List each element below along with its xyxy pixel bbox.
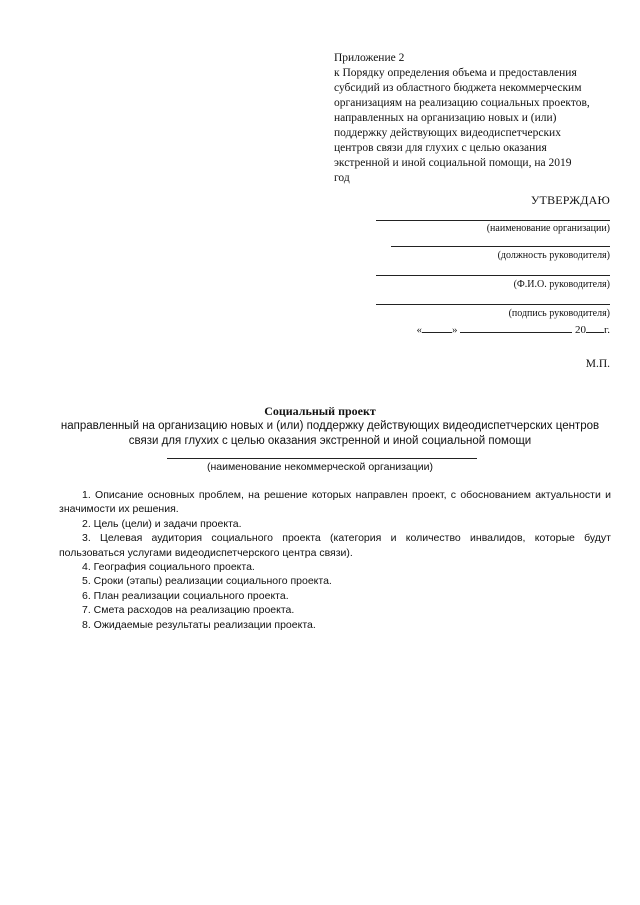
- appendix-line: направленных на организацию новых и (или): [334, 112, 557, 124]
- appendix-header: [334, 51, 624, 186]
- nonprofit-name-caption: (наименование некоммерческой организации): [206, 461, 434, 473]
- organization-name-caption: (наименование организации): [486, 223, 610, 234]
- appendix-line: к Порядку определения объема и предоставления: [334, 67, 577, 79]
- list-item: 8. Ожидаемые результаты реализации проекта.: [82, 618, 316, 631]
- project-subtitle: направленный на организацию новых и (или) поддержку действующих видеодиспетчерских центров связи для глухих с целью оказания экстренной и иной социальной помощи: [60, 420, 600, 447]
- signature-caption: (подпись руководителя): [508, 308, 610, 319]
- list-item: 3. Целевая аудитория социального проекта (категория и количество инвалидов, которые будут пользоваться услугами видеодиспетчерского центра связи).: [59, 532, 611, 559]
- list-item: 1. Описание основных проблем, на решение которых направлен проект, с обоснованием актуальности и значимости их решения.: [59, 489, 611, 516]
- appendix-line: год: [334, 172, 350, 184]
- list-item: 4. География социального проекта.: [82, 561, 255, 574]
- list-item: 7. Смета расходов на реализацию проекта.: [82, 604, 295, 617]
- approval-date-line: [416, 321, 610, 336]
- date-year-blank: [586, 321, 604, 333]
- full-name-caption: (Ф.И.О. руководителя): [513, 279, 610, 290]
- date-year-suffix: г.: [603, 324, 610, 336]
- list-item: 2. Цель (цели) и задачи проекта.: [82, 517, 242, 530]
- project-sections-list: [59, 488, 611, 632]
- date-month-blank: [460, 321, 572, 333]
- date-open-quote: «: [416, 324, 422, 336]
- list-item: 5. Сроки (этапы) реализации социального проекта.: [82, 575, 332, 588]
- appendix-line: организациям на реализацию социальных проектов,: [334, 97, 590, 109]
- approval-heading: УТВЕРЖДАЮ: [530, 193, 610, 207]
- appendix-line: поддержку действующих видеодиспетчерских: [334, 127, 561, 139]
- date-close-quote: »: [451, 324, 458, 336]
- nonprofit-name-line: [167, 458, 477, 459]
- project-title: Социальный проект: [264, 404, 376, 418]
- appendix-line: Приложение 2: [334, 52, 405, 64]
- appendix-line: экстренной и иной социальной помощи, на 2019: [334, 157, 572, 169]
- appendix-line: субсидий из областного бюджета некоммерческим: [334, 82, 582, 94]
- position-caption: (должность руководителя): [497, 250, 610, 261]
- position-line: [391, 246, 610, 247]
- signature-line: [376, 304, 610, 305]
- date-year-prefix: 20: [574, 324, 586, 336]
- appendix-line: центров связи для глухих с целью оказания: [334, 142, 547, 154]
- full-name-line: [376, 275, 610, 276]
- organization-name-line: [376, 220, 610, 221]
- date-day-blank: [422, 321, 452, 333]
- stamp-placeholder: М.П.: [585, 358, 610, 370]
- list-item: 6. План реализации социального проекта.: [82, 589, 289, 602]
